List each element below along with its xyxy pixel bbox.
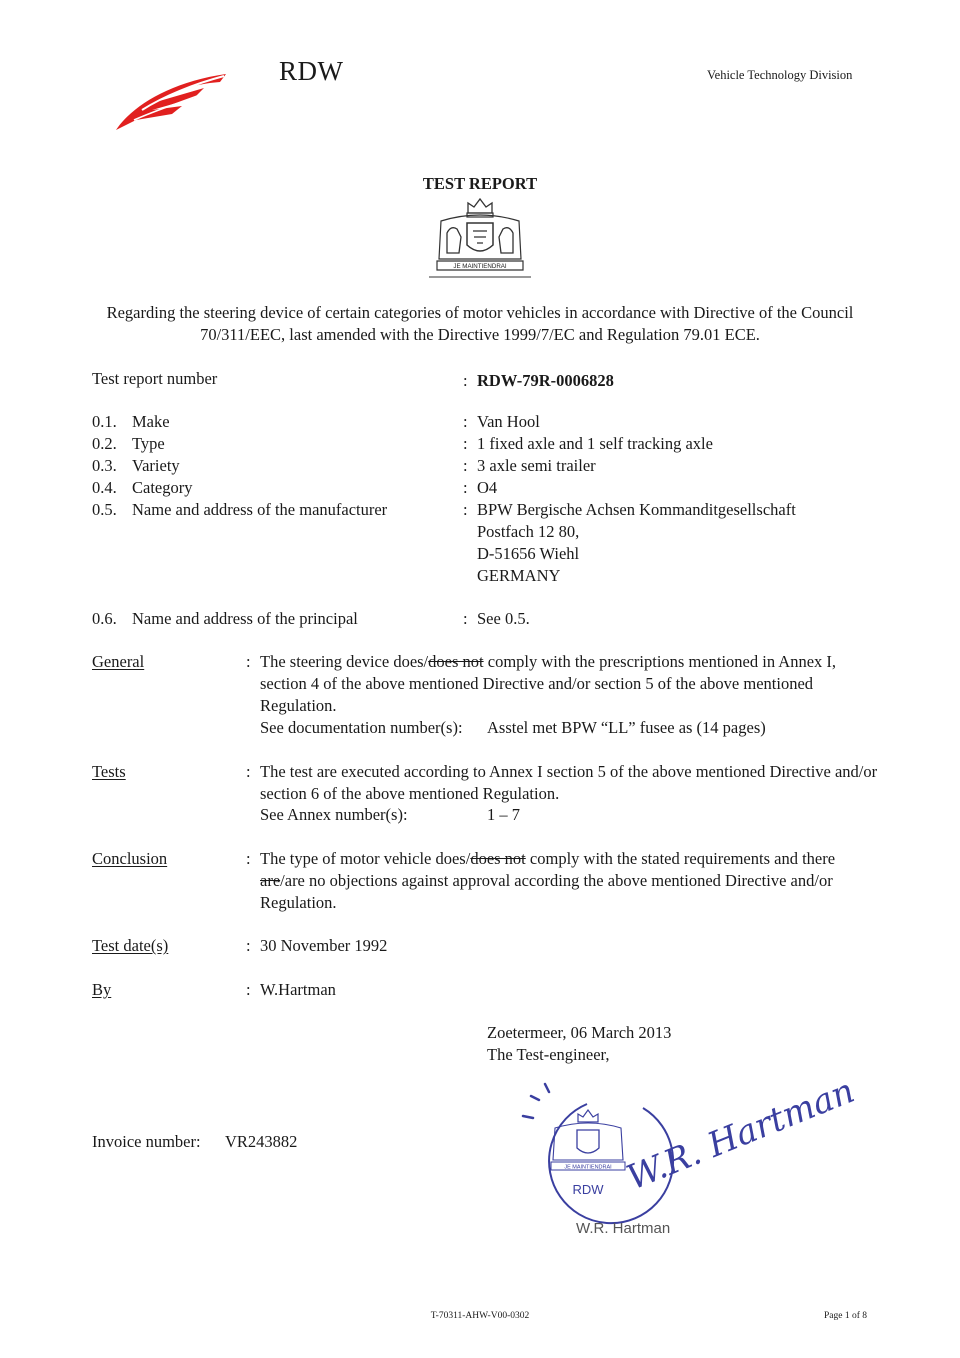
item-number: 0.1.	[92, 412, 117, 431]
report-number-value: RDW-79R-0006828	[477, 371, 614, 390]
item-label-category: Category	[132, 478, 193, 497]
by-label: By	[92, 980, 112, 999]
manufacturer-line: Postfach 12 80,	[477, 522, 580, 541]
brand-name: RDW	[279, 56, 344, 86]
tests-text: The test are executed according to Annex I section 5 of the above mentioned Directive and/or section 6 of the above mentioned Regulation.	[260, 762, 878, 803]
colon: :	[246, 849, 251, 868]
item-label-make: Make	[132, 412, 170, 431]
conclusion-label: Conclusion	[92, 849, 168, 868]
footer-page-number: Page 1 of 8	[824, 1311, 868, 1321]
item-number: 0.6.	[92, 609, 117, 628]
colon: :	[463, 371, 468, 390]
colon: :	[463, 500, 468, 519]
colon: :	[246, 652, 251, 671]
colon: :	[246, 762, 251, 781]
item-label-principal: Name and address of the principal	[132, 609, 358, 628]
manufacturer-line: D-51656 Wiehl	[477, 544, 580, 563]
division-name: Vehicle Technology Division	[707, 68, 853, 82]
item-label-type: Type	[132, 434, 165, 453]
handwritten-signature: W.R. Hartman	[621, 1070, 861, 1199]
colon: :	[246, 980, 251, 999]
item-value-make: Van Hool	[477, 412, 540, 431]
annex-label: See Annex number(s):	[260, 805, 408, 824]
by-value: W.Hartman	[260, 980, 336, 999]
report-number-label: Test report number	[92, 369, 218, 388]
item-label-manufacturer: Name and address of the manufacturer	[132, 500, 388, 519]
general-label: General	[92, 652, 145, 671]
test-dates-value: 30 November 1992	[260, 936, 388, 955]
documentation-value: Asstel met BPW “LL” fusee as (14 pages)	[487, 718, 766, 737]
regarding-paragraph: Regarding the steering device of certain categories of motor vehicles in accordance with Directive of the Council 70/311/EEC, last amended with the Directive 1999/7/EC and Regulation 79.01 ECE.	[106, 303, 854, 344]
crest-motto: JE MAINTIENDRAI	[453, 263, 507, 270]
rdw-wing-logo-icon	[112, 70, 230, 132]
colon: :	[463, 434, 468, 453]
struck-text: does not	[470, 849, 526, 868]
test-dates-label: Test date(s)	[92, 936, 169, 955]
colon: :	[463, 412, 468, 431]
signoff-role: The Test-engineer,	[487, 1045, 610, 1064]
item-value-category: O4	[477, 478, 498, 497]
document-title: TEST REPORT	[422, 174, 538, 193]
stamp-printed-name: W.R. Hartman	[576, 1220, 671, 1237]
colon: :	[246, 936, 251, 955]
royal-crest-icon	[425, 193, 535, 281]
item-number: 0.2.	[92, 434, 117, 453]
stamp-rdw-text: RDW	[572, 1182, 604, 1197]
item-value-principal: See 0.5.	[477, 609, 530, 628]
struck-text: does not	[428, 652, 484, 671]
item-value-type: 1 fixed axle and 1 self tracking axle	[477, 434, 713, 453]
colon: :	[463, 609, 468, 628]
item-number: 0.4.	[92, 478, 117, 497]
item-number: 0.3.	[92, 456, 117, 475]
colon: :	[463, 456, 468, 475]
invoice-value: VR243882	[225, 1132, 298, 1151]
manufacturer-line: GERMANY	[477, 566, 561, 585]
documentation-label: See documentation number(s):	[260, 718, 463, 737]
colon: :	[463, 478, 468, 497]
conclusion-text: The type of motor vehicle does/does not comply with the stated requirements and there are/are no objections against approval according the above mentioned Directive and/or Regulation.	[260, 849, 836, 912]
annex-value: 1 – 7	[487, 805, 520, 824]
official-stamp-icon	[515, 1070, 861, 1247]
footer-document-code: T-70311-AHW-V00-0302	[430, 1311, 530, 1321]
item-value-variety: 3 axle semi trailer	[477, 456, 596, 475]
general-text: The steering device does/does not comply with the prescriptions mentioned in Annex I, section 4 of the above mentioned Directive and/or section 5 of the above mentioned Regulation.	[260, 652, 837, 715]
place-date: Zoetermeer, 06 March 2013	[487, 1023, 672, 1042]
manufacturer-line: BPW Bergische Achsen Kommanditgesellschaft	[477, 500, 796, 519]
struck-text: are	[260, 871, 281, 890]
tests-label: Tests	[92, 762, 126, 781]
item-number: 0.5.	[92, 500, 117, 519]
invoice-label: Invoice number:	[92, 1132, 201, 1151]
stamp-motto: JE MAINTIENDRAI	[564, 1164, 612, 1171]
item-label-variety: Variety	[132, 456, 180, 475]
